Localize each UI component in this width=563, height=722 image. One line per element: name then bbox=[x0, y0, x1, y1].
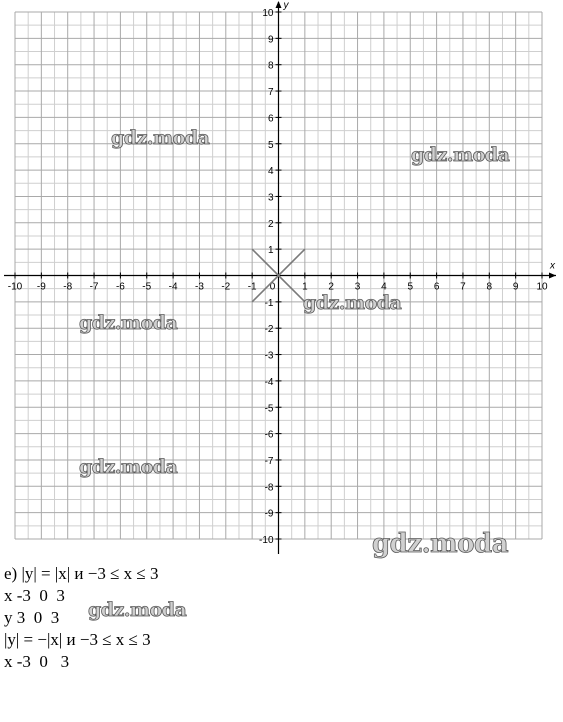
y-values-line: у 3 0 3 bbox=[4, 608, 60, 627]
y-tick-label: 3 bbox=[267, 192, 274, 204]
x-tick-label: -8 bbox=[63, 281, 73, 293]
y-tick-label: -4 bbox=[264, 376, 274, 388]
x-tick-label: 6 bbox=[433, 281, 440, 293]
x-values-line: х -3 0 3 bbox=[4, 652, 70, 671]
watermark: gdz.moda bbox=[79, 312, 178, 334]
y-tick-label: -3 bbox=[264, 350, 274, 362]
x-tick-label: 4 bbox=[381, 281, 387, 293]
x-tick-label: 1 bbox=[302, 281, 308, 293]
x-tick-label: -10 bbox=[7, 281, 23, 293]
equation-line: |у| = −|х| и −3 ≤ х ≤ 3 bbox=[4, 630, 151, 649]
x-tick-label: 9 bbox=[512, 281, 519, 293]
watermark: gdz.moda bbox=[79, 456, 178, 478]
x-tick-label: -2 bbox=[221, 281, 231, 293]
y-tick-label: -1 bbox=[264, 297, 274, 309]
y-tick-label: -6 bbox=[264, 429, 274, 441]
y-tick-label: 6 bbox=[267, 113, 274, 125]
y-tick-label: -9 bbox=[264, 508, 274, 520]
x-tick-label: -6 bbox=[115, 281, 125, 293]
x-values-line: х -3 0 3 bbox=[4, 586, 65, 605]
x-tick-label: -3 bbox=[194, 281, 204, 293]
x-tick-label: -5 bbox=[142, 281, 152, 293]
y-tick-label: -8 bbox=[264, 482, 274, 494]
y-tick-label: 1 bbox=[267, 245, 274, 257]
solution-text bbox=[4, 563, 159, 673]
y-tick-label: 10 bbox=[262, 8, 274, 19]
y-axis-label: y bbox=[283, 0, 289, 11]
y-tick-label: -2 bbox=[264, 324, 274, 336]
x-axis-arrow bbox=[549, 273, 556, 279]
y-tick-label: 7 bbox=[267, 87, 274, 99]
x-axis-label: x bbox=[550, 260, 555, 272]
x-tick-label: 3 bbox=[354, 281, 361, 293]
x-tick-label: -1 bbox=[247, 281, 257, 293]
x-tick-label: 7 bbox=[460, 281, 466, 293]
y-tick-label: 2 bbox=[267, 218, 274, 230]
watermark: gdz.moda bbox=[88, 599, 187, 621]
y-tick-label: 9 bbox=[267, 34, 274, 46]
y-tick-label: -7 bbox=[264, 455, 274, 467]
x-tick-label: -9 bbox=[36, 281, 46, 293]
watermark: gdz.moda bbox=[111, 127, 210, 149]
y-tick-label: 8 bbox=[267, 60, 274, 72]
x-tick-label: 10 bbox=[536, 281, 548, 293]
equation-line: е) |у| = |х| и −3 ≤ х ≤ 3 bbox=[4, 564, 159, 583]
y-tick-label: -10 bbox=[259, 535, 274, 546]
x-tick-label: -4 bbox=[168, 281, 178, 293]
watermark: gdz.moda bbox=[411, 144, 510, 166]
y-axis-arrow bbox=[276, 1, 282, 8]
watermark: gdz.moda bbox=[372, 529, 509, 559]
x-tick-label: 2 bbox=[328, 281, 334, 293]
watermark: gdz.moda bbox=[303, 292, 402, 314]
x-tick-label: 8 bbox=[486, 281, 493, 293]
x-tick-label: 0 bbox=[269, 281, 276, 293]
y-tick-label: 5 bbox=[267, 139, 274, 151]
x-tick-label: 5 bbox=[407, 281, 414, 293]
x-tick-label: -7 bbox=[89, 281, 99, 293]
y-tick-label: 4 bbox=[267, 166, 274, 178]
y-tick-label: -5 bbox=[264, 403, 274, 415]
